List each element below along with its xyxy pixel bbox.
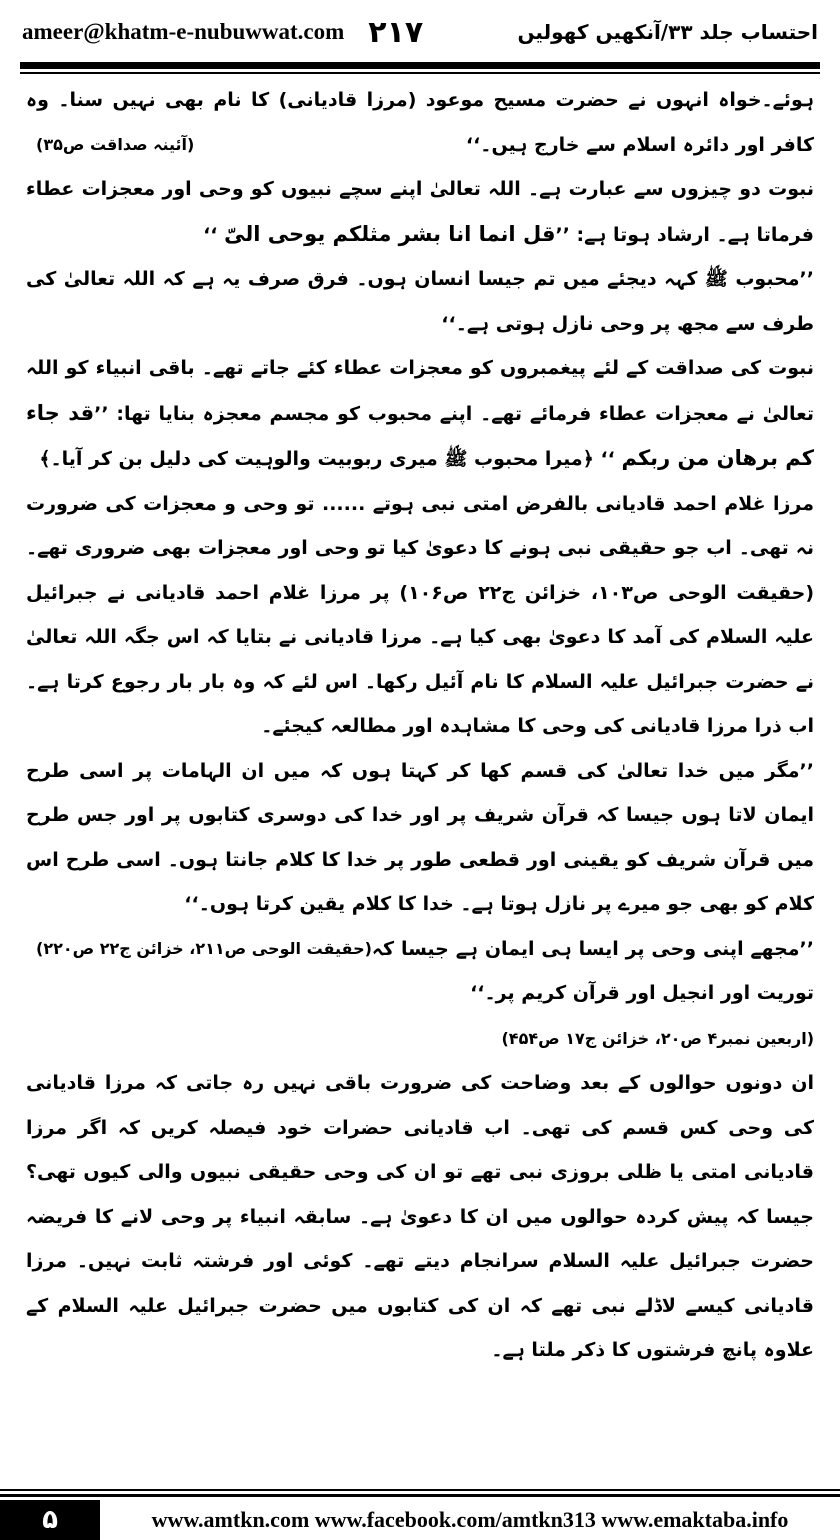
- header-email: ameer@khatm-e-nubuwwat.com: [22, 19, 345, 44]
- page-header: [22, 8, 818, 56]
- paragraph-8: [26, 1016, 814, 1062]
- header-rule-thin: [20, 72, 820, 74]
- series-title: احتساب جلد ۳۳/آنکھیں کھولیں: [517, 20, 818, 44]
- header-left: [22, 15, 423, 50]
- paragraph-7: ’’مجھے اپنی وحی پر ایسا ہی ایمان ہے جیسا کہ توریت اور انجیل اور قرآن کریم پر۔‘‘: [371, 937, 814, 1004]
- reference-1: (آئینہ صداقت ص۳۵): [36, 134, 195, 154]
- paragraph-9: ان دونوں حوالوں کے بعد وضاحت کی ضرورت باقی نہیں رہ جاتی کہ مرزا قادیانی کی وحی کس قسم کی تھی۔ اب قادیانی حضرات خود فیصلہ کریں کہ اگر مرزا قادیانی امتی یا ظلی بروزی نبی تھے تو ان کی وحی حقیقی نبیوں والی کیوں تھی؟ جیسا کہ پیش کردہ حوالوں میں ان کا دعویٰ ہے۔ سابقہ انبیاء پر وحی لانے کا فریضہ حضرت جبرائیل علیہ السلام سرانجام دیتے تھے۔ کوئی اور فرشتہ ثابت نہیں۔ مرزا قادیانی کیسے لاڈلے نبی تھے کہ ان کی کتابوں میں حضرت جبرائیل علیہ السلام کے علاوہ پانچ فرشتوں کا ذکر ملتا ہے۔: [26, 1072, 814, 1361]
- body-text: [26, 78, 814, 1446]
- page-number: ۲۱۷: [368, 14, 424, 50]
- arabic-verse-2: قد جاء کم برھان من ربکم: [26, 400, 814, 470]
- reference-3: (اربعین نمبر۴ ص۲۰، خزائن ج۱۷ ص۴۵۴): [501, 1028, 814, 1048]
- paragraph-6: ’’مگر میں خدا تعالیٰ کی قسم کھا کر کہتا ہوں کہ میں ان الہامات پر اسی طرح ایمان لاتا ہوں جیسا کہ قرآن شریف پر اور خدا کی دوسری کتابوں پر اور جس طرح میں قرآن شریف کو یقینی اور قطعی طور پر خدا کا کلام جانتا ہوں۔ اسی طرح اس کلام کو بھی جو میرے پر نازل ہوتا ہے۔ خدا کا کلام یقین کرتا ہوں۔‘‘ (حقیقت الوحی ص۲۱۱، خزائن ج۲۲ ص۲۲۰): [26, 749, 814, 927]
- footer-links: www.amtkn.com www.facebook.com/amtkn313 www.emaktaba.info: [151, 1507, 789, 1532]
- footer-rule-thick: [0, 1494, 840, 1497]
- header-rule-thick: [20, 62, 820, 69]
- footer-rule-thin: [0, 1489, 840, 1491]
- paragraph-5: مرزا غلام احمد قادیانی بالفرض امتی نبی ہوتے ...... تو وحی و معجزات کی ضرورت نہ تھی۔ اب جو حقیقی نبی ہونے کا دعویٰ کیا تو وحی اور معجزات بھی ضروری تھے۔ (حقیقت الوحی ص۱۰۳، خزائن ج۲۲ ص۱۰۶) پر مرزا غلام احمد قادیانی نے جبرائیل علیہ السلام کی آمد کا دعویٰ بھی کیا ہے۔ مرزا قادیانی نے بتایا کہ اس جگہ اللہ تعالیٰ نے حضرت جبرائیل علیہ السلام کا نام آئیل رکھا۔ اس لئے کہ وہ بار بار رجوع کرتا ہے۔ اب ذرا مرزا قادیانی کی وحی کا مشاہدہ اور مطالعہ کیجئے۔: [26, 492, 814, 737]
- page-footer: [0, 1500, 840, 1540]
- paragraph-3: ’’محبوب ﷺ کہہ دیجئے میں تم جیسا انسان ہوں۔ فرق صرف یہ ہے کہ اللہ تعالیٰ کی طرف سے مجھ پر وحی نازل ہوتی ہے۔‘‘: [26, 268, 814, 335]
- paragraph-2: نبوت دو چیزوں سے عبارت ہے۔ اللہ تعالیٰ اپنے سچے نبیوں کو وحی اور معجزات عطاء فرماتا ہے۔ ارشاد ہوتا ہے: ’’قل انما انا بشر مثلکم یوحی الیّ ‘‘: [26, 178, 814, 246]
- arabic-verse-1: قل انما انا بشر مثلکم یوحی الیّ: [224, 221, 556, 246]
- paragraph-4: نبوت کی صداقت کے لئے پیغمبروں کو معجزات عطاء کئے جاتے تھے۔ باقی انبیاء کو اللہ تعالیٰ نے معجزات عطاء فرمائے تھے۔ اپنے محبوب کو مجسم معجزہ بنایا تھا: ’’قد جاء کم برھان من ربکم ‘‘ ﴿میرا محبوب ﷺ میری ربوبیت والوہیت کی دلیل بن کر آیا۔﴾: [26, 357, 814, 470]
- footer-page-box: ۵: [0, 1500, 100, 1540]
- paragraph-1: ہوئے۔خواہ انہوں نے حضرت مسیح موعود (مرزا قادیانی) کا نام بھی نہیں سنا۔ وہ کافر اور دائرہ اسلام سے خارج ہیں۔‘‘ (آئینہ صداقت ص۳۵): [26, 78, 814, 167]
- reference-2: (حقیقت الوحی ص۲۱۱، خزائن ج۲۲ ص۲۲۰): [36, 938, 372, 958]
